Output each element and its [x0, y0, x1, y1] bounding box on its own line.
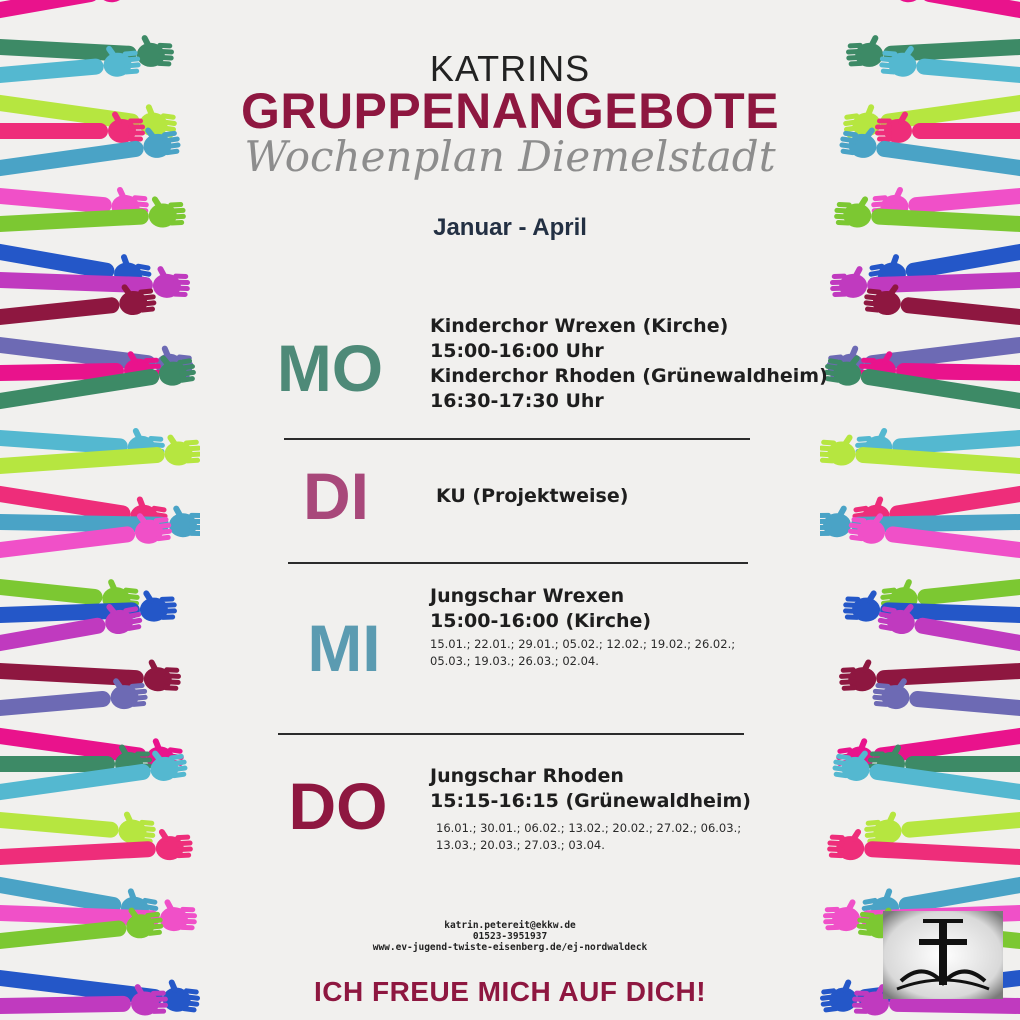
date-list: 15.01.; 22.01.; 29.01.; 05.02.; 12.02.; 19.02.; 26.02.; 05.03.; 19.03.; 26.03.; 02.04. [430, 637, 736, 668]
date-list: 16.01.; 30.01.; 06.02.; 13.02.; 20.02.; 27.02.; 06.03.; 13.03.; 20.03.; 27.03.; 03.04. [436, 821, 742, 852]
hand-shape [838, 650, 1020, 693]
day-label-di: DI [303, 459, 369, 533]
contact-website[interactable]: www.ev-jugend-twiste-eisenberg.de/ej-nordwaldeck [372, 942, 648, 953]
schedule-entry-mo [430, 314, 828, 414]
page-title: GRUPPENANGEBOTE [240, 83, 780, 139]
schedule-entry-do [430, 764, 751, 854]
divider [284, 438, 750, 440]
day-label-mo: MO [276, 331, 384, 405]
entry-line: Kinderchor Rhoden (Grünewaldheim) [430, 365, 828, 387]
contact-block [200, 920, 820, 953]
day-label-mi: MI [307, 611, 381, 685]
entry-line: 15:00-16:00 Uhr [430, 340, 604, 362]
schedule-entry-mi [430, 584, 740, 670]
contact-email[interactable]: katrin.petereit@ekkw.de [444, 920, 576, 931]
left-hands-decoration [0, 0, 200, 1020]
page-subtitle: Wochenplan Diemelstadt [244, 132, 776, 181]
right-hands-decoration [820, 0, 1020, 1020]
hand-shape [0, 0, 137, 24]
contact-phone: 01523-3951937 [472, 931, 548, 942]
entry-line: 15:15-16:15 (Grünewaldheim) [430, 790, 751, 812]
entry-line: 15:00-16:00 (Kirche) [430, 610, 652, 632]
flyer-content [200, 0, 828, 1020]
entry-line: Jungschar Rhoden [430, 765, 624, 787]
divider [288, 562, 748, 564]
hand-shape [0, 799, 157, 846]
schedule-entry-di [436, 484, 628, 509]
hand-shape [883, 0, 1020, 24]
church-cross-logo-icon [883, 911, 1003, 999]
hand-shape [863, 799, 1020, 846]
entry-line: 16:30-17:30 Uhr [430, 390, 604, 412]
divider [278, 733, 744, 735]
hand-shape [0, 650, 182, 693]
entry-line: KU (Projektweise) [436, 485, 629, 507]
entry-line: Jungschar Wrexen [430, 585, 625, 607]
entry-line: Kinderchor Wrexen (Kirche) [430, 315, 729, 337]
closing-message: ICH FREUE MICH AUF DICH! [313, 976, 707, 1007]
period-label: Januar - April [433, 214, 587, 241]
day-label-do: DO [288, 769, 388, 843]
header-top-line: KATRINS [429, 48, 591, 89]
